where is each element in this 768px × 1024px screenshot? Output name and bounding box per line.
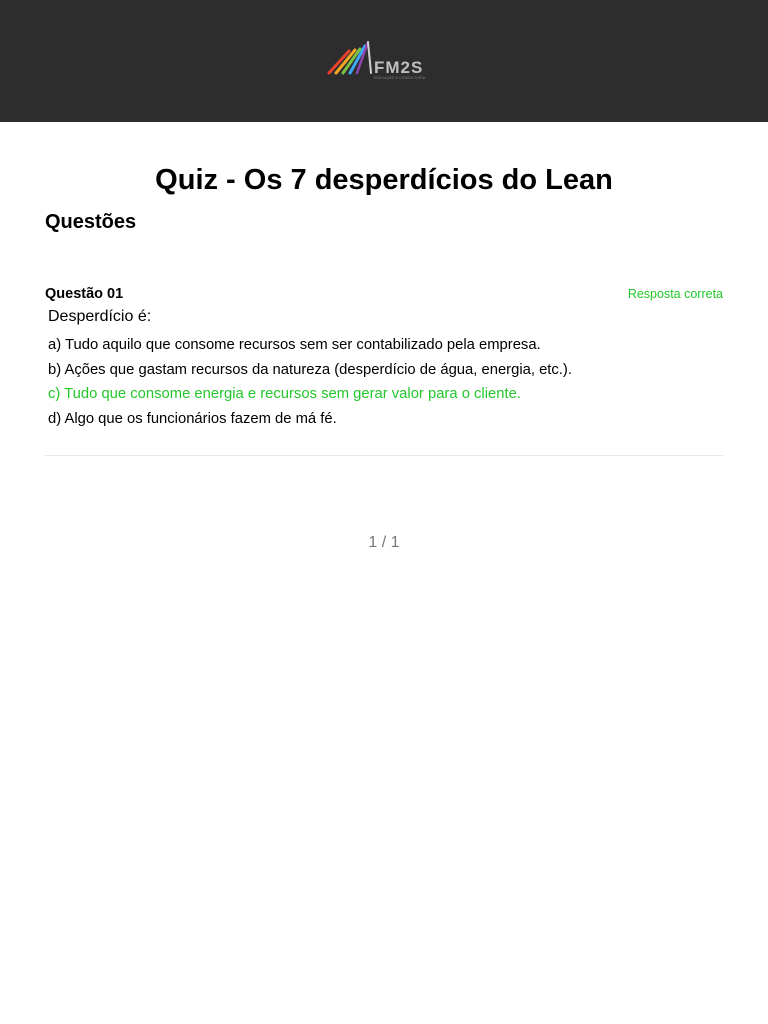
answer-option-a: a) Tudo aquilo que consome recursos sem ser contabilizado pela empresa. <box>48 337 541 353</box>
fm2s-logo <box>327 40 437 80</box>
page-number: 1 / 1 <box>368 534 400 551</box>
answer-options <box>48 333 572 432</box>
section-heading: Questões <box>45 211 137 233</box>
page-title: Quiz - Os 7 desperdícios do Lean <box>155 164 613 196</box>
logo-tagline: EDUCAÇÃO E CONSULTORIA <box>374 76 426 80</box>
question-number: Questão 01 <box>45 286 124 302</box>
answer-option-b: b) Ações que gastam recursos da natureza (desperdício de água, energia, etc.). <box>48 361 572 378</box>
question-prompt: Desperdício é: <box>48 308 152 325</box>
header-bar <box>0 0 768 122</box>
answer-option-d: d) Algo que os funcionários fazem de má fé. <box>48 411 337 428</box>
divider <box>45 455 723 456</box>
logo-wordmark: FM2S <box>374 58 424 77</box>
status-badge: Resposta correta <box>627 287 723 301</box>
fm2s-logo-icon <box>327 40 437 80</box>
answer-option-c-correct: c) Tudo que consome energia e recursos sem gerar valor para o cliente. <box>48 386 521 403</box>
